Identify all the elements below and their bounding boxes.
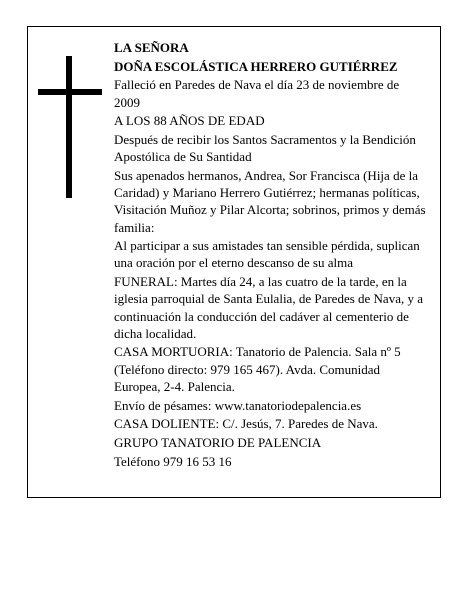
deceased-name: DOÑA ESCOLÁSTICA HERRERO GUTIÉRREZ bbox=[114, 58, 398, 74]
obituary-text bbox=[114, 39, 426, 471]
funeral-group: GRUPO TANATORIO DE PALENCIA bbox=[114, 434, 322, 450]
sacraments-line: Después de recibir los Santos Sacramentos y la Bendición Apostólica de Su Santidad bbox=[114, 132, 416, 165]
mortuary-info: CASA MORTUORIA: Tanatorio de Palencia. Sala nº 5 (Teléfono directo: 979 165 467). Avda. Comunidad Europea, 2-4. Palencia. bbox=[114, 344, 401, 394]
age-line: A LOS 88 AÑOS DE EDAD bbox=[114, 113, 265, 129]
cross-icon bbox=[66, 56, 72, 198]
death-info: Falleció en Paredes de Nava el día 23 de noviembre de 2009 bbox=[114, 77, 400, 110]
phone-line: Teléfono 979 16 53 16 bbox=[114, 453, 232, 469]
funeral-info: FUNERAL: Martes día 24, a las cuatro de la tarde, en la iglesia parroquial de Santa Eulalia, de Paredes de Nava, y a continuación la conducción del cadáver al cementerio de dicha localidad. bbox=[114, 274, 423, 341]
condolences-link: Envío de pésames: www.tanatoriodepalencia.es bbox=[114, 397, 362, 413]
grieving-house: CASA DOLIENTE: C/. Jesús, 7. Paredes de Nava. bbox=[114, 416, 378, 432]
cross-icon-bar bbox=[38, 89, 102, 95]
family-line: Sus apenados hermanos, Andrea, Sor Francisca (Hija de la Caridad) y Mariano Herrero Gutiérrez; hermanas políticas, Visitación Muñoz y Pilar Alcorta; sobrinos, primos y demás familia: bbox=[114, 167, 426, 235]
notice-title: LA SEÑORA bbox=[114, 40, 189, 55]
prayer-request: Al participar a sus amistades tan sensible pérdida, suplican una oración por el eterno descanso de su alma bbox=[114, 238, 420, 271]
